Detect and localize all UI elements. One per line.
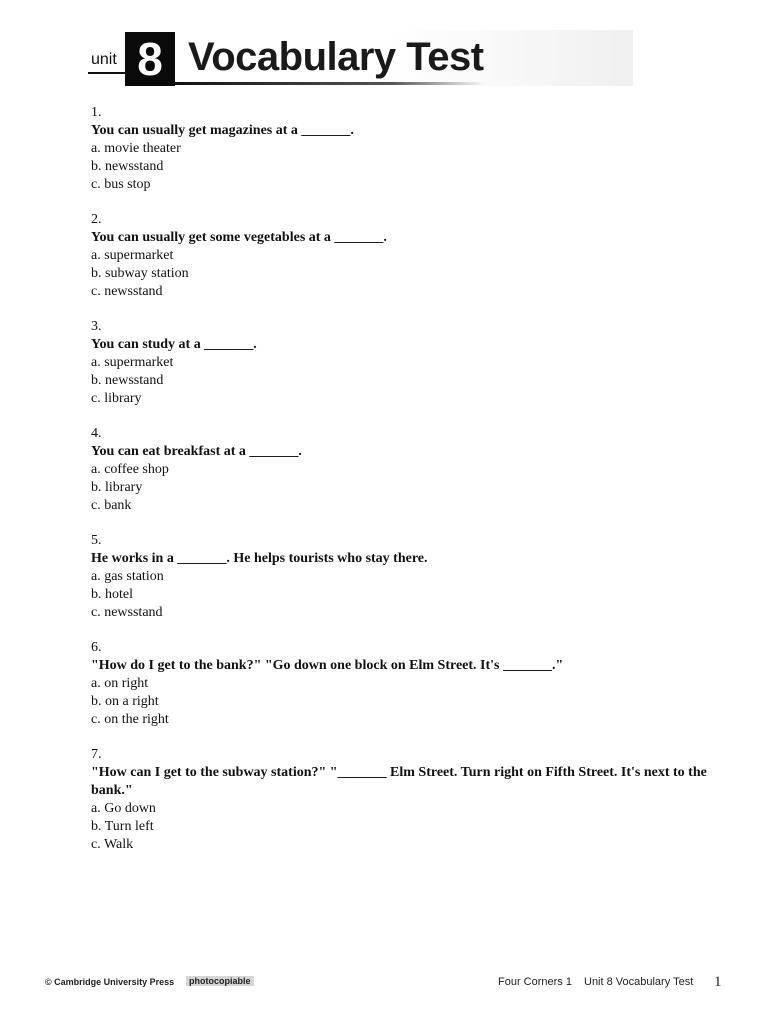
page-title: Vocabulary Test <box>188 35 484 79</box>
answer-option-b: b. newsstand <box>91 373 164 388</box>
answer-option-b: b. hotel <box>91 587 133 602</box>
answer-option-a: a. supermarket <box>91 355 174 370</box>
page-number: 1 <box>714 974 722 990</box>
answer-option-c: c. newsstand <box>91 284 163 299</box>
question-number: 1. <box>91 105 102 120</box>
answer-option-c: c. on the right <box>91 712 169 727</box>
question-7 <box>91 746 711 854</box>
unit-number-badge: 8 <box>125 32 175 86</box>
answer-option-a: a. movie theater <box>91 141 181 156</box>
answer-option-c: c. newsstand <box>91 605 163 620</box>
answer-option-b: b. newsstand <box>91 159 164 174</box>
answer-option-b: b. Turn left <box>91 819 154 834</box>
answer-option-c: c. bank <box>91 498 132 513</box>
answer-option-a: a. on right <box>91 676 149 691</box>
question-number: 2. <box>91 212 102 227</box>
footer-test-name: Unit 8 Vocabulary Test <box>584 976 694 988</box>
answer-option-a: a. Go down <box>91 801 156 816</box>
question-2 <box>91 211 711 301</box>
question-6 <box>91 639 711 729</box>
answer-option-c: c. Walk <box>91 837 134 852</box>
question-text: "How do I get to the bank?" "Go down one block on Elm Street. It's _______." <box>91 658 564 673</box>
question-text: You can eat breakfast at a _______. <box>91 444 302 459</box>
question-number: 6. <box>91 640 102 655</box>
question-5 <box>91 532 711 622</box>
unit-label: unit <box>91 51 117 68</box>
question-number: 7. <box>91 747 102 762</box>
answer-option-c: c. library <box>91 391 142 406</box>
question-text: You can usually get magazines at a _______. <box>91 123 354 138</box>
answer-option-a: a. supermarket <box>91 248 174 263</box>
question-text: You can study at a _______. <box>91 337 257 352</box>
answer-option-a: a. coffee shop <box>91 462 169 477</box>
title-rule <box>175 82 485 85</box>
answer-option-c: c. bus stop <box>91 177 151 192</box>
answer-option-b: b. on a right <box>91 694 159 709</box>
question-number: 4. <box>91 426 102 441</box>
answer-option-b: b. subway station <box>91 266 189 281</box>
question-list <box>91 104 711 871</box>
question-number: 5. <box>91 533 102 548</box>
question-3 <box>91 318 711 408</box>
answer-option-b: b. library <box>91 480 143 495</box>
question-4 <box>91 425 711 515</box>
answer-option-a: a. gas station <box>91 569 164 584</box>
question-text: "How can I get to the subway station?" "_______ Elm Street. Turn right on Fifth Street. It's next to the bank." <box>91 765 707 798</box>
question-1 <box>91 104 711 194</box>
question-text: He works in a _______. He helps tourists who stay there. <box>91 551 428 566</box>
photocopiable-badge: photocopiable <box>186 976 254 986</box>
copyright-notice: © Cambridge University Press <box>45 977 175 987</box>
question-number: 3. <box>91 319 102 334</box>
unit-header <box>88 30 633 86</box>
footer-book-title: Four Corners 1 <box>498 976 572 988</box>
question-text: You can usually get some vegetables at a _______. <box>91 230 387 245</box>
unit-underline <box>88 72 125 74</box>
page-footer <box>0 975 768 995</box>
